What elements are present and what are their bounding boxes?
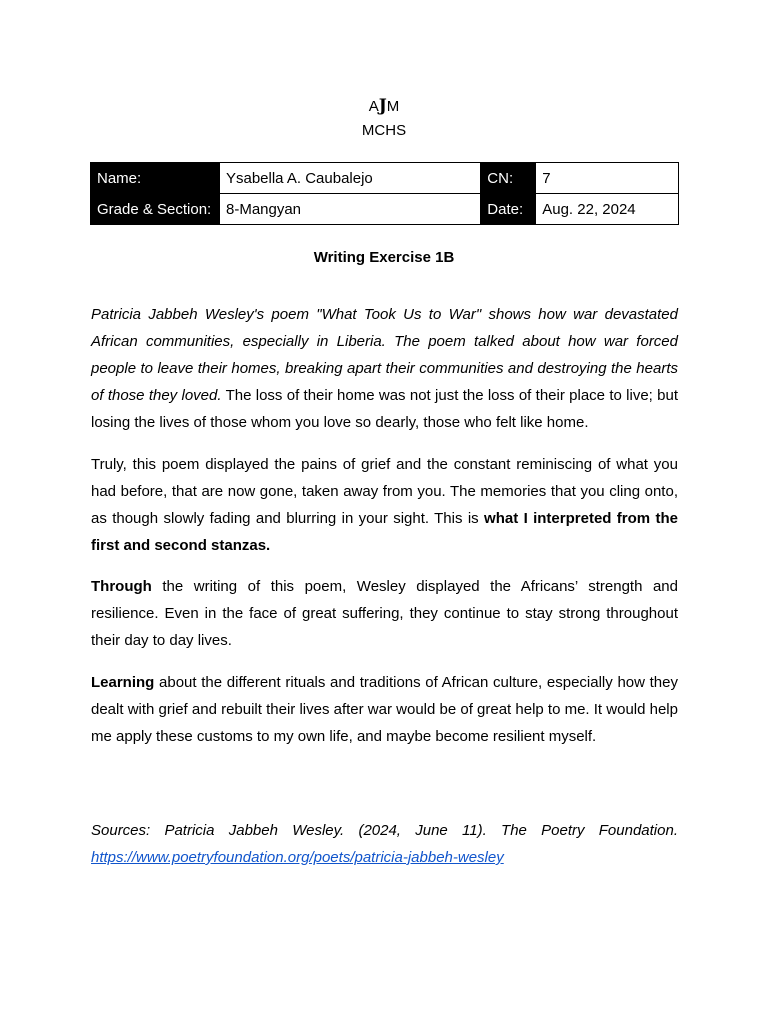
- table-row: [91, 163, 679, 194]
- paragraph-1-italic: Patricia Jabbeh Wesley's poem "What Took Us to War" shows how war devastated African communities, especially in Liberia. The poem talked about how war forced people to leave their homes, breaking apart their communities and destroying the hearts of those they loved.: [91, 306, 678, 404]
- table-row: [91, 194, 679, 225]
- paragraph-1-rest: The loss of their home was not just the loss of their place to live; but losing the lives of those whom you love so dearly, those who felt like home.: [91, 387, 678, 431]
- sources-paragraph: [91, 817, 678, 871]
- logo-letter-m: M: [386, 98, 400, 115]
- school-name: MCHS: [361, 122, 407, 139]
- paragraph-2-bold: what I interpreted from the first and second stanzas.: [91, 510, 678, 554]
- school-logo: [0, 96, 768, 117]
- logo-letter-a: A: [368, 98, 379, 115]
- paragraph-2: [91, 451, 678, 559]
- grade-section-value: 8-Mangyan: [219, 194, 480, 225]
- paragraph-2-text: Truly, this poem displayed the pains of grief and the constant reminiscing of what you had before, that are now gone, taken away from you. The memories that you cling onto, as though slowly fading and blurring in your sight. This is: [91, 456, 678, 527]
- sources-text: Sources: Patricia Jabbeh Wesley. (2024, June 11). The Poetry Foundation.: [91, 822, 678, 839]
- paragraph-4-text: about the different rituals and traditions of African culture, especially how they dealt with grief and rebuilt their lives after war would be of great help to me. It would help me apply these customs to my own life, and maybe become resilient myself.: [91, 674, 678, 745]
- cn-label: CN:: [481, 163, 536, 194]
- cn-value: 7: [536, 163, 679, 194]
- paragraph-4: [91, 669, 678, 750]
- date-value: Aug. 22, 2024: [536, 194, 679, 225]
- student-info-table: [90, 162, 679, 225]
- paragraph-1: [91, 301, 678, 436]
- name-value: Ysabella A. Caubalejo: [219, 163, 480, 194]
- grade-section-label: Grade & Section:: [91, 194, 220, 225]
- paragraph-4-bold: Learning: [91, 674, 155, 691]
- exercise-title: Writing Exercise 1B: [313, 249, 455, 266]
- sources-link[interactable]: https://www.poetryfoundation.org/poets/patricia-jabbeh-wesley: [91, 849, 504, 866]
- logo-letter-j: J: [378, 96, 387, 116]
- date-label: Date:: [481, 194, 536, 225]
- paragraph-3: [91, 573, 678, 654]
- name-label: Name:: [91, 163, 220, 194]
- paragraph-3-bold: Through: [91, 578, 152, 595]
- paragraph-3-text: the writing of this poem, Wesley displayed the Africans’ strength and resilience. Even in the face of great suffering, they continue to stay strong throughout their day to day lives.: [91, 578, 678, 649]
